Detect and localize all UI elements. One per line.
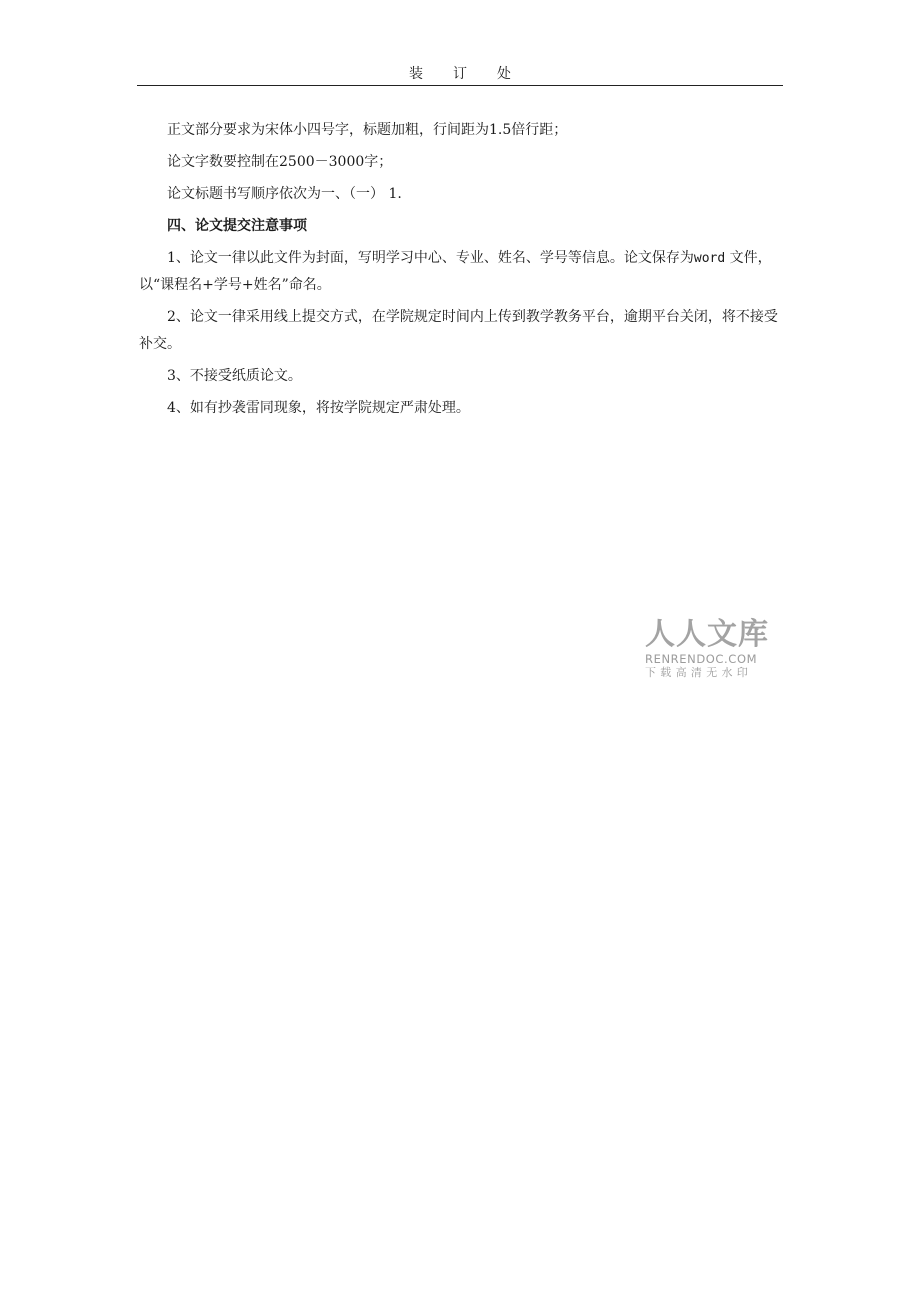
- list-item-cover-text-b: 文件，以“课程名+学号+姓名”命名。: [139, 250, 772, 293]
- list-item-cover-word: word: [693, 251, 726, 266]
- document-body: [139, 117, 781, 427]
- list-item-cover: [139, 245, 781, 299]
- watermark-domain: RENRENDOC.COM: [645, 652, 758, 666]
- watermark-logo: [645, 618, 775, 680]
- list-item-online-submission: 2、论文一律采用线上提交方式，在学院规定时间内上传到教学教务平台，逾期平台关闭，将不接受补交。: [139, 309, 778, 352]
- paragraph-word-count: 论文字数要控制在2500－3000字；: [167, 154, 393, 170]
- watermark-slogan: 下载高清无水印: [645, 666, 753, 679]
- paragraph-heading-order: 论文标题书写顺序依次为一、（一） 1.: [167, 186, 402, 202]
- watermark-title: 人人文库: [645, 617, 769, 652]
- list-item-plagiarism: 4、如有抄袭雷同现象，将按学院规定严肃处理。: [167, 400, 470, 416]
- list-item-cover-text-a: 1、论文一律以此文件为封面，写明学习中心、专业、姓名、学号等信息。论文保存为: [167, 250, 694, 266]
- list-item-no-paper: 3、不接受纸质论文。: [167, 368, 302, 384]
- paragraph-font-requirements: 正文部分要求为宋体小四号字，标题加粗，行间距为1.5倍行距；: [167, 122, 568, 138]
- header-rule: [137, 85, 783, 86]
- section-heading-submission: 四、论文提交注意事项: [167, 218, 307, 234]
- binding-label: 装订处: [409, 66, 541, 82]
